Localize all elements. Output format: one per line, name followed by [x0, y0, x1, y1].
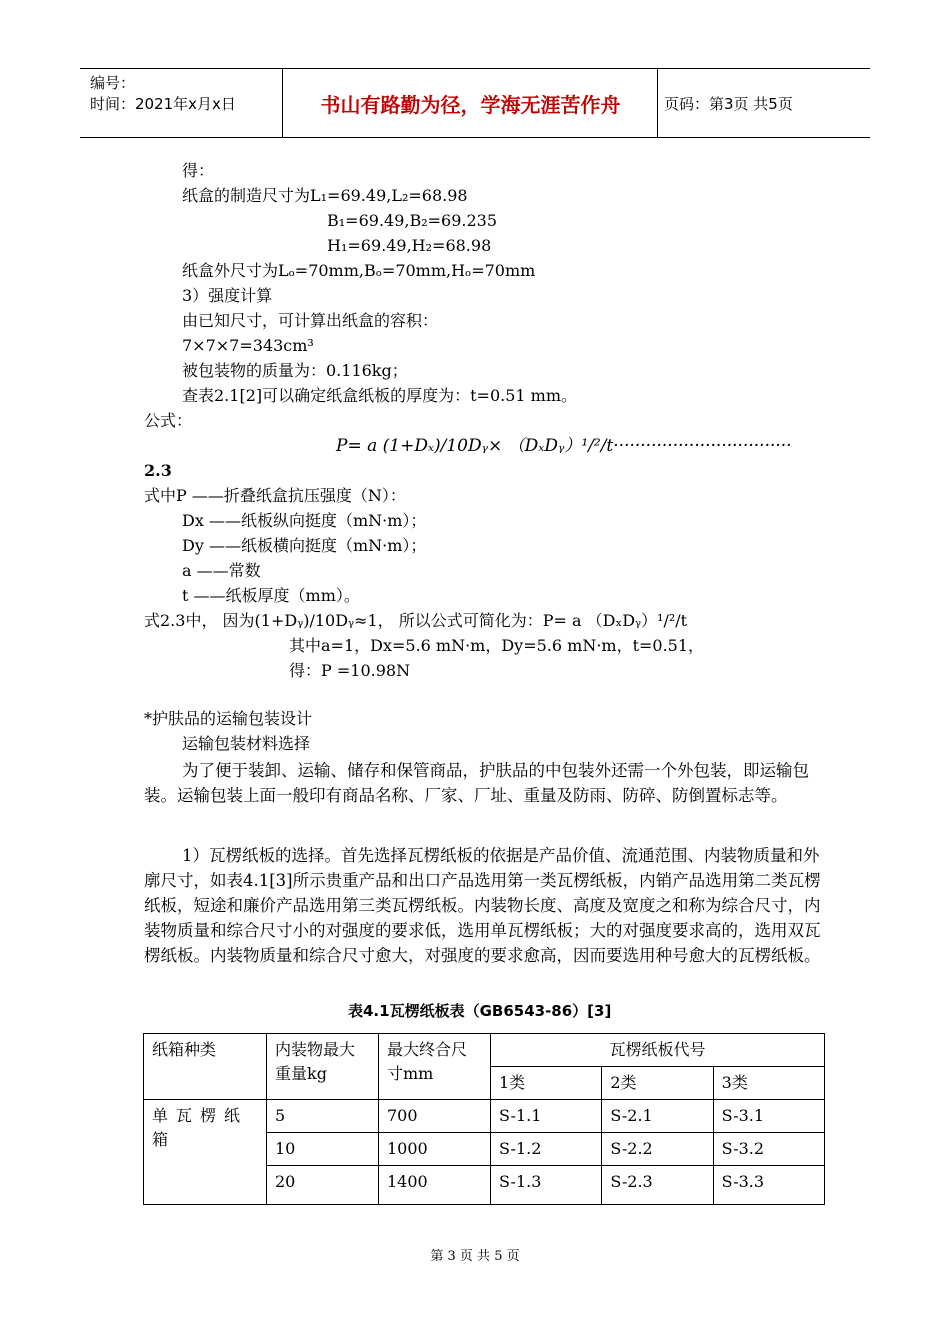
td-c3: S-3.3: [713, 1166, 824, 1205]
th-class-3: 3类: [713, 1067, 824, 1100]
td-size: 700: [379, 1100, 491, 1133]
td-c1: S-1.2: [491, 1133, 602, 1166]
th-type: 纸箱种类: [144, 1034, 267, 1100]
text-outer-dims: 纸盒外尺寸为Lₒ=70mm,Bₒ=70mm,Hₒ=70mm: [182, 261, 536, 280]
td-weight: 20: [267, 1166, 379, 1205]
equation-number: 2.3: [144, 461, 172, 480]
text-mass: 被包装物的质量为：0.116kg；: [182, 361, 408, 380]
page-header: [80, 68, 870, 138]
td-type-single: 单瓦楞纸箱: [144, 1100, 267, 1205]
text-t: t ——纸板厚度（mm）。: [182, 586, 360, 605]
subsection-heading: 运输包装材料选择: [182, 734, 311, 753]
text-strength-heading: 3）强度计算: [182, 286, 273, 305]
time-label: 时间：2021年x月x日: [90, 95, 236, 113]
text-l-dims: 纸盒的制造尺寸为L₁=69.49,L₂=68.98: [182, 186, 468, 205]
text-volume-intro: 由已知尺寸，可计算出纸盒的容积：: [182, 311, 439, 330]
td-size: 1400: [379, 1166, 491, 1205]
paragraph-corrugated: 1）瓦楞纸板的选择。首先选择瓦楞纸板的依据是产品价值、流通范围、内装物质量和外廓尺寸，如表4.1[3]所示贵重产品和出口产品选用第一类瓦楞纸板，内销产品选用第二类瓦楞纸板，短途和廉价产品选用第三类瓦楞纸板。内装物长度、高度及宽度之和称为综合尺寸，内装物质量和综合尺寸小的对强度的要求低，选用单瓦楞纸板；大的对强度要求高的，选用双瓦楞纸板。内装物质量和综合尺寸愈大，对强度的要求愈高，因而要选用种号愈大的瓦楞纸板。: [144, 846, 821, 965]
th-size: 最大终合尺寸mm: [379, 1034, 491, 1100]
th-class-2: 2类: [602, 1067, 713, 1100]
header-motto: 书山有路勤为径，学海无涯苦作舟: [284, 69, 658, 137]
header-page-label: 页码：第3页 共5页: [664, 94, 793, 113]
td-c3: S-3.1: [713, 1100, 824, 1133]
td-c1: S-1.3: [491, 1166, 602, 1205]
td-size: 1000: [379, 1133, 491, 1166]
text-lookup: 查表2.1[2]可以确定纸盒纸板的厚度为：t=0.51 mm。: [182, 386, 578, 405]
formula: P= a (1+Dₓ)/10Dᵧ× （DₓDᵧ）¹/²/t·································: [336, 436, 792, 456]
number-label: 编号：: [90, 74, 136, 92]
text-result: 得：P =10.98N: [289, 661, 411, 680]
th-class-1: 1类: [491, 1067, 602, 1100]
th-code: 瓦楞纸板代号: [491, 1034, 825, 1067]
text-a: a ——常数: [182, 561, 261, 580]
td-c3: S-3.2: [713, 1133, 824, 1166]
td-c1: S-1.1: [491, 1100, 602, 1133]
text-h-dims: H₁=69.49,H₂=68.98: [327, 236, 492, 255]
header-meta: [80, 69, 283, 137]
td-weight: 5: [267, 1100, 379, 1133]
text-volume: 7×7×7=343cm³: [182, 336, 314, 355]
text-de: 得：: [182, 161, 215, 180]
td-weight: 10: [267, 1133, 379, 1166]
section-heading: *护肤品的运输包装设计: [144, 709, 313, 728]
text-where-p: 式中P ——折叠纸盒抗压强度（N）：: [144, 486, 406, 505]
text-b-dims: B₁=69.49,B₂=69.235: [327, 211, 498, 230]
td-c2: S-2.1: [602, 1100, 713, 1133]
text-values: 其中a=1，Dx=5.6 mN·m，Dy=5.6 mN·m，t=0.51，: [289, 636, 705, 655]
paragraph-transport: 为了便于装卸、运输、储存和保管商品，护肤品的中包装外还需一个外包装，即运输包装。运输包装上面一般印有商品名称、厂家、厂址、重量及防雨、防碎、防倒置标志等。: [144, 761, 809, 805]
text-dx: Dx ——纸板纵向挺度（mN·m）；: [182, 511, 427, 530]
text-formula-label: 公式：: [144, 411, 193, 430]
text-dy: Dy ——纸板横向挺度（mN·m）；: [182, 536, 427, 555]
td-c2: S-2.3: [602, 1166, 713, 1205]
table-row: [144, 1100, 825, 1133]
corrugated-board-table: [143, 1033, 825, 1205]
th-weight: 内装物最大重量kg: [267, 1034, 379, 1100]
text-simplify: 式2.3中， 因为(1+Dᵧ)/10Dᵧ≈1， 所以公式可简化为：P= a （DₓDᵧ）¹/²/t: [144, 611, 688, 630]
page-footer: 第 3 页 共 5 页: [430, 1249, 520, 1264]
td-c2: S-2.2: [602, 1133, 713, 1166]
table-caption: 表4.1瓦楞纸板表（GB6543-86）[3]: [348, 1002, 612, 1020]
